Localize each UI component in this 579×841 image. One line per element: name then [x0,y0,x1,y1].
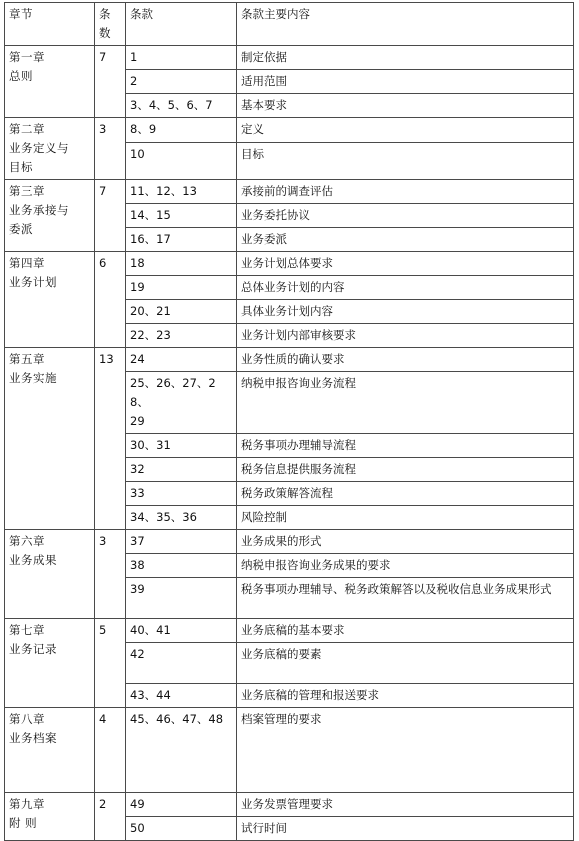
article-numbers: 42 [126,643,237,684]
article-numbers: 32 [126,458,237,482]
header-chapter: 章节 [5,3,95,46]
article-numbers: 2 [126,70,237,94]
article-content: 税务政策解答流程 [237,482,574,506]
header-row [5,3,574,46]
chapter-count: 5 [95,619,126,708]
chapter-count: 3 [95,530,126,619]
table-row [5,348,574,372]
article-content: 业务性质的确认要求 [237,348,574,372]
article-content: 税务事项办理辅导、税务政策解答以及税收信息业务成果形式 [237,578,574,619]
article-content: 目标 [237,143,574,180]
article-numbers: 43、44 [126,684,237,708]
chapter-count: 3 [95,118,126,180]
article-numbers: 19 [126,276,237,300]
article-content: 具体业务计划内容 [237,300,574,324]
article-content: 业务计划总体要求 [237,252,574,276]
article-numbers: 50 [126,817,237,841]
article-numbers: 40、41 [126,619,237,643]
article-content: 业务底稿的要素 [237,643,574,684]
article-content: 基本要求 [237,94,574,118]
article-content: 税务信息提供服务流程 [237,458,574,482]
article-content: 业务计划内部审核要求 [237,324,574,348]
article-numbers: 45、46、47、48 [126,708,237,793]
article-numbers: 20、21 [126,300,237,324]
article-content: 业务底稿的管理和报送要求 [237,684,574,708]
chapter-count: 7 [95,180,126,252]
article-numbers: 38 [126,554,237,578]
article-numbers: 39 [126,578,237,619]
chapter-name: 第四章 业务计划 [5,252,95,348]
chapter-name: 第八章 业务档案 [5,708,95,793]
article-content: 业务发票管理要求 [237,793,574,817]
article-content: 纳税申报咨询业务流程 [237,372,574,434]
chapter-count: 13 [95,348,126,530]
chapter-name: 第九章 附 则 [5,793,95,841]
article-numbers: 37 [126,530,237,554]
article-numbers: 16、17 [126,228,237,252]
table-row [5,46,574,70]
table-row [5,252,574,276]
chapter-name: 第一章 总则 [5,46,95,118]
chapter-count: 4 [95,708,126,793]
article-numbers: 22、23 [126,324,237,348]
article-content: 档案管理的要求 [237,708,574,793]
article-content: 业务成果的形式 [237,530,574,554]
chapter-name: 第六章 业务成果 [5,530,95,619]
article-content: 试行时间 [237,817,574,841]
table-row [5,619,574,643]
chapter-name: 第二章 业务定义与 目标 [5,118,95,180]
article-numbers: 11、12、13 [126,180,237,204]
article-numbers: 34、35、36 [126,506,237,530]
article-content: 纳税申报咨询业务成果的要求 [237,554,574,578]
chapter-count: 2 [95,793,126,841]
header-content: 条款主要内容 [237,3,574,46]
chapter-name: 第五章 业务实施 [5,348,95,530]
table-row [5,530,574,554]
chapter-count: 7 [95,46,126,118]
article-content: 适用范围 [237,70,574,94]
article-numbers: 1 [126,46,237,70]
article-numbers: 3、4、5、6、7 [126,94,237,118]
article-numbers: 30、31 [126,434,237,458]
article-numbers: 8、9 [126,118,237,143]
article-content: 承接前的调查评估 [237,180,574,204]
table-row [5,180,574,204]
article-content: 业务委派 [237,228,574,252]
article-content: 业务底稿的基本要求 [237,619,574,643]
article-content: 制定依据 [237,46,574,70]
article-content: 总体业务计划的内容 [237,276,574,300]
article-content: 税务事项办理辅导流程 [237,434,574,458]
article-content: 业务委托协议 [237,204,574,228]
article-content: 定义 [237,118,574,143]
article-numbers: 14、15 [126,204,237,228]
article-numbers: 33 [126,482,237,506]
article-numbers: 18 [126,252,237,276]
table-body [5,46,574,841]
chapter-name: 第三章 业务承接与 委派 [5,180,95,252]
article-numbers: 10 [126,143,237,180]
header-article: 条款 [126,3,237,46]
article-numbers: 25、26、27、28、 29 [126,372,237,434]
article-numbers: 49 [126,793,237,817]
article-numbers: 24 [126,348,237,372]
regulation-table [4,2,574,841]
chapter-name: 第七章 业务记录 [5,619,95,708]
table-row [5,708,574,793]
table-row [5,118,574,143]
article-content: 风险控制 [237,506,574,530]
table-row [5,793,574,817]
chapter-count: 6 [95,252,126,348]
header-count: 条 数 [95,3,126,46]
